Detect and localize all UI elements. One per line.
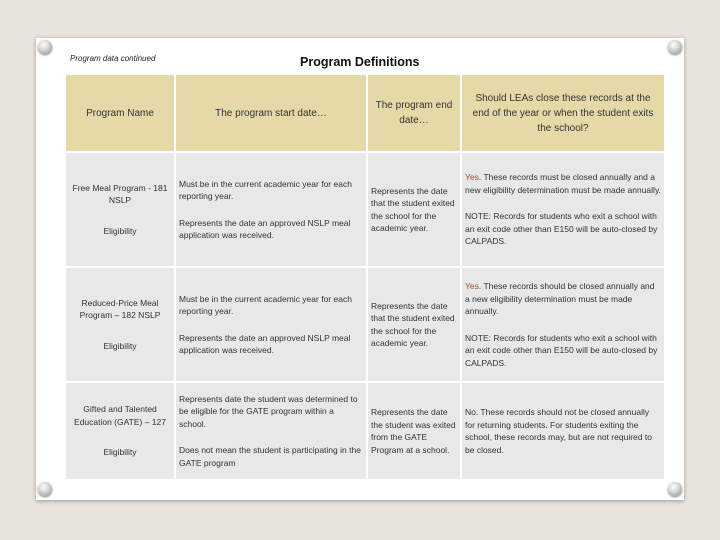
start-date-text: Does not mean the student is participating in the GATE program — [179, 445, 361, 468]
program-name-cell — [65, 152, 175, 267]
close-records-note: NOTE: Records for students who exit a school with an exit code other than E150 will be auto-closed by CALPADS. — [465, 211, 658, 247]
end-date-cell: Represents the date that the student exited the school for the academic year. — [367, 267, 461, 382]
close-records-cell: No. These records should not be closed annually for returning students. For students exiting the school, these records may, but are not required to be closed. — [461, 382, 665, 480]
close-records-text — [465, 280, 661, 318]
table-header-row — [65, 74, 665, 152]
pin-icon — [38, 40, 52, 54]
pin-icon — [668, 482, 682, 496]
program-name-cell — [65, 382, 175, 480]
table-row — [65, 382, 665, 480]
column-header-program-name: Program Name — [65, 74, 175, 152]
start-date-cell — [175, 267, 367, 382]
program-definitions-table — [64, 73, 666, 481]
close-explanation: . These records must be closed annually and a new eligibility determination must be made annually. — [465, 172, 661, 195]
eligibility-label: Eligibility — [103, 447, 137, 458]
close-records-text — [465, 171, 661, 196]
eligibility-label: Eligibility — [103, 225, 137, 236]
close-records-cell — [461, 267, 665, 382]
table-row — [65, 152, 665, 267]
end-date-cell: Represents the date that the student exited the school for the academic year. — [367, 152, 461, 267]
pin-icon — [668, 40, 682, 54]
slide-subtitle: Program data continued — [70, 54, 156, 63]
close-answer: Yes — [465, 281, 479, 291]
end-date-cell: Represents the date the student was exited from the GATE Program at a school. — [367, 382, 461, 480]
slide-title: Program Definitions — [300, 55, 420, 69]
column-header-close-records: Should LEAs close these records at the end of the year or when the student exits the school? — [461, 74, 665, 152]
program-name: Gifted and Talented Education (GATE) – 127 — [74, 404, 166, 427]
close-records-cell — [461, 152, 665, 267]
eligibility-label: Eligibility — [103, 340, 137, 351]
pin-icon — [38, 482, 52, 496]
start-date-cell — [175, 382, 367, 480]
close-answer: Yes — [465, 172, 479, 183]
start-date-text: Must be in the current academic year for each reporting year. — [179, 293, 352, 316]
start-date-text: Represents the date an approved NSLP meal application was received. — [179, 217, 351, 240]
start-date-text: Represents date the student was determined to be eligible for the GATE program within a school. — [179, 393, 358, 429]
program-name: Free Meal Program - 181 NSLP — [72, 182, 168, 206]
program-name-cell — [65, 267, 175, 382]
program-name: Reduced-Price Meal Program – 182 NSLP — [79, 297, 161, 321]
start-date-text: Must be in the current academic year for each reporting year. — [179, 178, 352, 201]
table-row — [65, 267, 665, 382]
close-explanation: . These records should be closed annually and a new eligibility determination must be made annually. — [465, 281, 655, 316]
column-header-end-date: The program end date… — [367, 74, 461, 152]
start-date-cell — [175, 152, 367, 267]
start-date-text: Represents the date an approved NSLP meal application was received. — [179, 332, 351, 355]
column-header-start-date: The program start date… — [175, 74, 367, 152]
close-records-note: NOTE: Records for students who exit a school with an exit code other than E150 will be auto-closed by CALPADS. — [465, 332, 658, 368]
